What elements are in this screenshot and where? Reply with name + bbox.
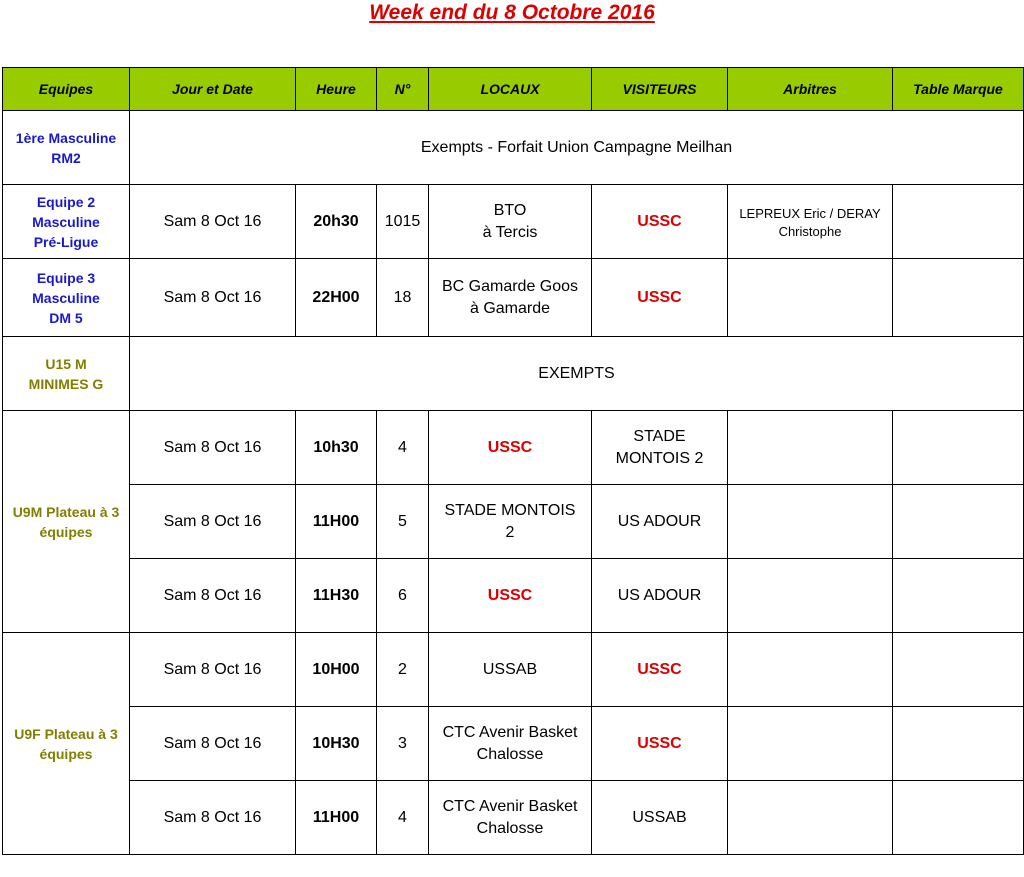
number-cell: 5 bbox=[377, 485, 429, 559]
table-row bbox=[3, 707, 1024, 781]
referee-cell bbox=[728, 259, 893, 337]
number-cell: 18 bbox=[377, 259, 429, 337]
referee-cell: LEPREUX Eric / DERAY Christophe bbox=[728, 185, 893, 259]
number-cell: 4 bbox=[377, 411, 429, 485]
number-cell: 2 bbox=[377, 633, 429, 707]
table-marque-cell bbox=[893, 185, 1024, 259]
date-cell: Sam 8 Oct 16 bbox=[130, 781, 296, 855]
table-marque-cell bbox=[893, 633, 1024, 707]
team-cell: U15 M MINIMES G bbox=[3, 337, 130, 411]
home-cell: USSAB bbox=[429, 633, 592, 707]
time-cell: 11H00 bbox=[296, 485, 377, 559]
table-row bbox=[3, 781, 1024, 855]
header-table-marque: Table Marque bbox=[893, 68, 1024, 111]
home-cell: CTC Avenir Basket Chalosse bbox=[429, 781, 592, 855]
date-cell: Sam 8 Oct 16 bbox=[130, 559, 296, 633]
team-cell: Equipe 2 Masculine Pré-Ligue bbox=[3, 185, 130, 259]
home-cell: BC Gamarde Goos à Gamarde bbox=[429, 259, 592, 337]
date-cell: Sam 8 Oct 16 bbox=[130, 411, 296, 485]
away-cell: USSC bbox=[592, 185, 728, 259]
table-marque-cell bbox=[893, 707, 1024, 781]
home-cell: USSC bbox=[429, 559, 592, 633]
number-cell: 4 bbox=[377, 781, 429, 855]
time-cell: 22H00 bbox=[296, 259, 377, 337]
date-cell: Sam 8 Oct 16 bbox=[130, 485, 296, 559]
header-visiteurs: VISITEURS bbox=[592, 68, 728, 111]
referee-cell bbox=[728, 633, 893, 707]
schedule-table bbox=[2, 67, 1024, 855]
time-cell: 20h30 bbox=[296, 185, 377, 259]
date-cell: Sam 8 Oct 16 bbox=[130, 633, 296, 707]
table-row bbox=[3, 185, 1024, 259]
referee-cell bbox=[728, 781, 893, 855]
page-title: Week end du 8 Octobre 2016 bbox=[369, 1, 655, 24]
away-cell: US ADOUR bbox=[592, 559, 728, 633]
table-marque-cell bbox=[893, 259, 1024, 337]
time-cell: 11H00 bbox=[296, 781, 377, 855]
header-locaux: LOCAUX bbox=[429, 68, 592, 111]
table-row bbox=[3, 633, 1024, 707]
home-cell: USSC bbox=[429, 411, 592, 485]
team-cell: U9F Plateau à 3 équipes bbox=[3, 633, 130, 855]
table-marque-cell bbox=[893, 781, 1024, 855]
home-cell: STADE MONTOIS 2 bbox=[429, 485, 592, 559]
away-cell: STADE MONTOIS 2 bbox=[592, 411, 728, 485]
time-cell: 11H30 bbox=[296, 559, 377, 633]
home-cell: BTO à Tercis bbox=[429, 185, 592, 259]
table-row bbox=[3, 559, 1024, 633]
table-row bbox=[3, 259, 1024, 337]
date-cell: Sam 8 Oct 16 bbox=[130, 185, 296, 259]
home-cell: CTC Avenir Basket Chalosse bbox=[429, 707, 592, 781]
header-equipes: Equipes bbox=[3, 68, 130, 111]
away-cell: USSC bbox=[592, 707, 728, 781]
number-cell: 6 bbox=[377, 559, 429, 633]
time-cell: 10H30 bbox=[296, 707, 377, 781]
table-marque-cell bbox=[893, 485, 1024, 559]
referee-cell bbox=[728, 411, 893, 485]
table-row bbox=[3, 337, 1024, 411]
number-cell: 1015 bbox=[377, 185, 429, 259]
date-cell: Sam 8 Oct 16 bbox=[130, 259, 296, 337]
date-cell: Sam 8 Oct 16 bbox=[130, 707, 296, 781]
away-cell: USSC bbox=[592, 259, 728, 337]
time-cell: 10H00 bbox=[296, 633, 377, 707]
header-arbitres: Arbitres bbox=[728, 68, 893, 111]
number-cell: 3 bbox=[377, 707, 429, 781]
exempt-note: Exempts - Forfait Union Campagne Meilhan bbox=[130, 111, 1024, 185]
team-cell: U9M Plateau à 3 équipes bbox=[3, 411, 130, 633]
referee-cell bbox=[728, 485, 893, 559]
header-numero: N° bbox=[377, 68, 429, 111]
table-row bbox=[3, 485, 1024, 559]
referee-cell bbox=[728, 707, 893, 781]
away-cell: USSC bbox=[592, 633, 728, 707]
exempt-note: EXEMPTS bbox=[130, 337, 1024, 411]
table-row bbox=[3, 111, 1024, 185]
referee-cell bbox=[728, 559, 893, 633]
table-marque-cell bbox=[893, 559, 1024, 633]
table-row bbox=[3, 411, 1024, 485]
away-cell: US ADOUR bbox=[592, 485, 728, 559]
team-cell: Equipe 3 Masculine DM 5 bbox=[3, 259, 130, 337]
header-heure: Heure bbox=[296, 68, 377, 111]
time-cell: 10h30 bbox=[296, 411, 377, 485]
header-row bbox=[3, 68, 1024, 111]
team-cell: 1ère Masculine RM2 bbox=[3, 111, 130, 185]
away-cell: USSAB bbox=[592, 781, 728, 855]
table-marque-cell bbox=[893, 411, 1024, 485]
header-jour-date: Jour et Date bbox=[130, 68, 296, 111]
